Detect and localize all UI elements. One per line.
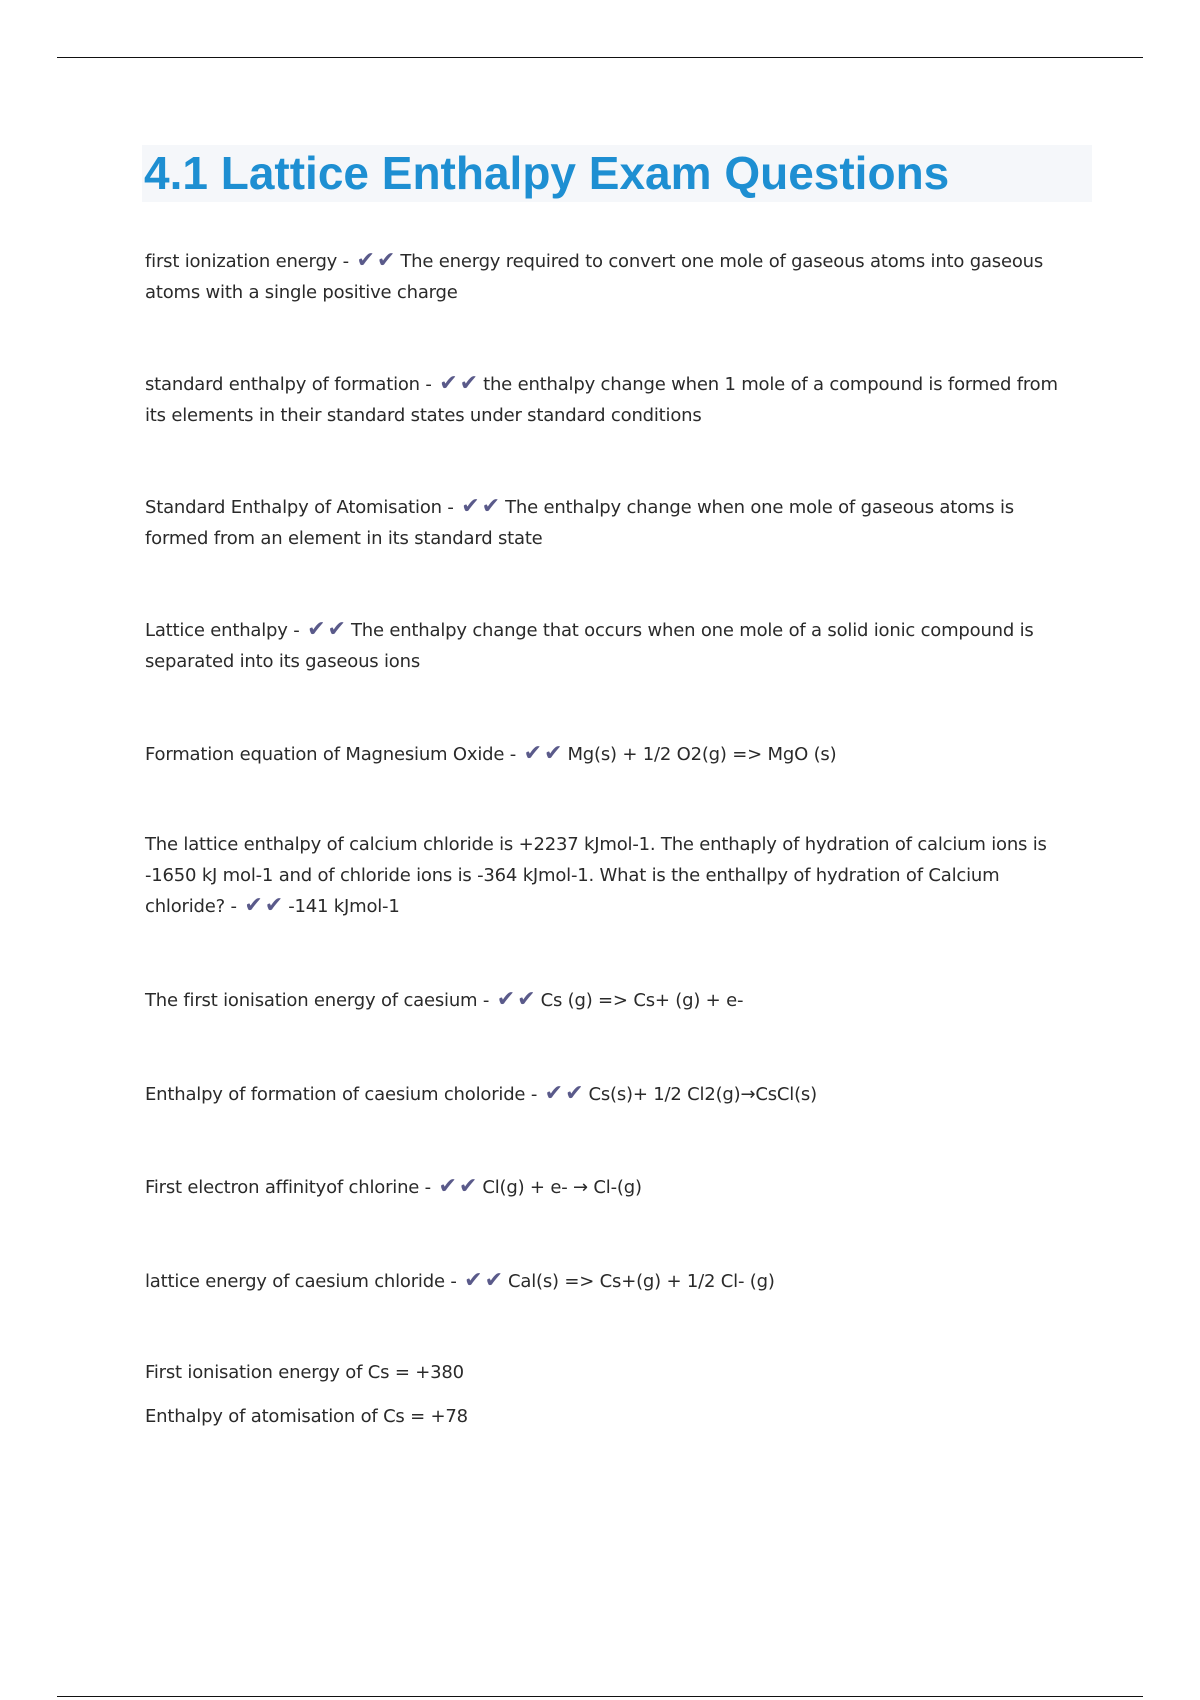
double-check-icon: ✔✔ — [523, 741, 565, 766]
question-term: first ionization energy — [145, 251, 338, 272]
question-term: Lattice enthalpy — [145, 620, 288, 641]
question-term: The lattice enthalpy of calcium chloride is +2237 kJmol-1. The enthaply of hydration of calcium ions is -1650 kJ mol-1 and of chloride ions is -364 kJmol-1. What is the enthallpy of hydration of Calcium chloride? — [145, 834, 1047, 917]
answer-text: Mg(s) + 1/2 O2(g) => MgO (s) — [567, 744, 837, 765]
separator: - — [419, 1177, 437, 1198]
answer-text: The enthalpy change when one mole of gaseous atoms is formed from an element in its standard state — [145, 497, 1014, 549]
bottom-rule — [57, 1696, 1143, 1697]
page-title: 4.1 Lattice Enthalpy Exam Questions — [144, 147, 950, 199]
separator: - — [444, 1271, 463, 1292]
separator: - — [419, 374, 438, 395]
note-line: First ionisation energy of Cs = +380 — [145, 1362, 464, 1383]
answer-text: the enthalpy change when 1 mole of a compound is formed from its elements in their standard states under standard conditions — [145, 374, 1058, 426]
answer-text: Cs (g) => Cs+ (g) + e- — [540, 990, 744, 1011]
double-check-icon: ✔✔ — [544, 1081, 586, 1106]
separator: - — [287, 620, 306, 641]
double-check-icon: ✔✔ — [244, 893, 286, 918]
qa-item — [145, 1079, 1075, 1110]
separator: - — [441, 497, 460, 518]
question-term: standard enthalpy of formation — [145, 374, 420, 395]
question-term: Standard Enthalpy of Atomisation — [145, 497, 442, 518]
question-term: Enthalpy of formation of caesium choloride — [145, 1084, 526, 1105]
separator: - — [477, 990, 495, 1011]
double-check-icon: ✔✔ — [356, 248, 398, 273]
separator: - — [224, 896, 243, 917]
qa-item — [145, 246, 1075, 308]
answer-text: -141 kJmol-1 — [288, 896, 400, 917]
separator: - — [504, 744, 522, 765]
qa-item — [145, 369, 1075, 431]
separator: - — [525, 1084, 543, 1105]
answer-text: The enthalpy change that occurs when one mole of a solid ionic compound is separated into its gaseous ions — [145, 620, 1034, 672]
qa-item — [145, 739, 1075, 770]
double-check-icon: ✔✔ — [438, 1174, 480, 1199]
qa-item — [145, 615, 1075, 677]
qa-item — [145, 1172, 1075, 1203]
answer-text: Cl(g) + e- → Cl-(g) — [482, 1177, 642, 1198]
qa-item — [145, 492, 1075, 554]
question-term: lattice energy of caesium chloride — [145, 1271, 445, 1292]
separator: - — [337, 251, 355, 272]
qa-item — [145, 829, 1075, 922]
note-line: Enthalpy of atomisation of Cs = +78 — [145, 1406, 468, 1427]
double-check-icon: ✔✔ — [439, 371, 481, 396]
double-check-icon: ✔✔ — [307, 617, 348, 642]
question-term: First electron affinityof chlorine — [145, 1177, 420, 1198]
question-term: Formation equation of Magnesium Oxide — [145, 744, 505, 765]
answer-text: Cal(s) => Cs+(g) + 1/2 Cl- (g) — [508, 1271, 775, 1292]
answer-text: The energy required to convert one mole of gaseous atoms into gaseous atoms with a single positive charge — [145, 251, 1044, 303]
question-term: The first ionisation energy of caesium — [145, 990, 478, 1011]
qa-item — [145, 1266, 1075, 1297]
qa-item — [145, 985, 1075, 1016]
double-check-icon: ✔✔ — [464, 1268, 506, 1293]
answer-text: Cs(s)+ 1/2 Cl2(g)→CsCl(s) — [588, 1084, 817, 1105]
double-check-icon: ✔✔ — [461, 494, 503, 519]
double-check-icon: ✔✔ — [496, 987, 538, 1012]
top-rule — [57, 57, 1143, 58]
